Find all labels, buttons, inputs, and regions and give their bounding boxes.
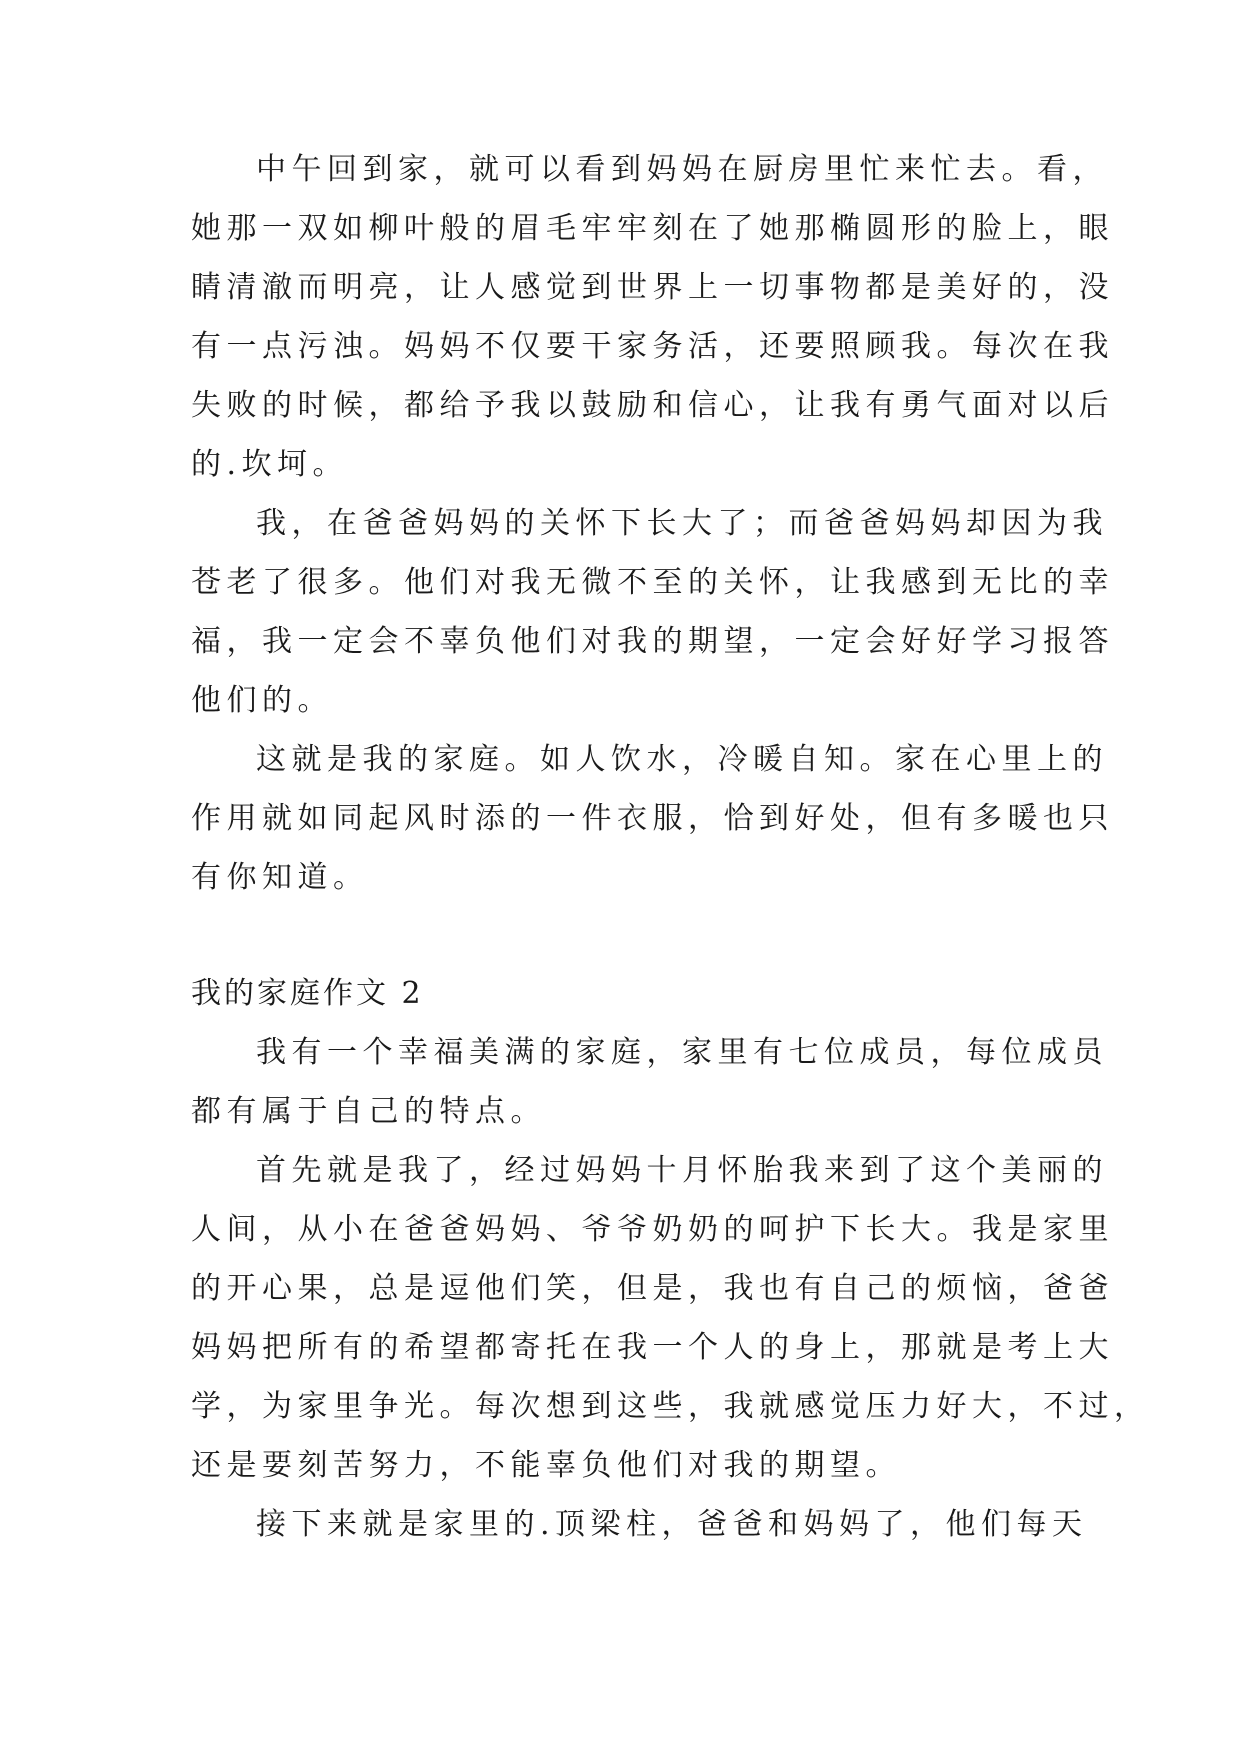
paragraph-line: 睛清澈而明亮，让人感觉到世界上一切事物都是美好的，没: [191, 270, 1114, 305]
paragraph-line: 福，我一定会不辜负他们对我的期望，一定会好好学习报答: [191, 624, 1114, 659]
paragraph-line: 他们的。: [191, 683, 333, 718]
paragraph-line: 接下来就是家里的.顶梁柱，爸爸和妈妈了，他们每天: [256, 1507, 1088, 1542]
paragraph-line: 还是要刻苦努力，不能辜负他们对我的期望。: [191, 1448, 901, 1483]
paragraph-line: 首先就是我了，经过妈妈十月怀胎我来到了这个美丽的: [256, 1153, 1108, 1188]
paragraph-line: 这就是我的家庭。如人饮水，冷暖自知。家在心里上的: [256, 742, 1108, 777]
paragraph-line: 都有属于自己的特点。: [191, 1094, 546, 1129]
paragraph-line: 的.坎坷。: [191, 447, 349, 482]
paragraph-line: 中午回到家，就可以看到妈妈在厨房里忙来忙去。看，: [256, 152, 1108, 187]
paragraph-line: 妈妈把所有的希望都寄托在我一个人的身上，那就是考上大: [191, 1330, 1114, 1365]
paragraph-line: 苍老了很多。他们对我无微不至的关怀，让我感到无比的幸: [191, 565, 1114, 600]
paragraph-line: 的开心果，总是逗他们笑，但是，我也有自己的烦恼，爸爸: [191, 1271, 1114, 1306]
paragraph-line: 学，为家里争光。每次想到这些，我就感觉压力好大，不过，: [191, 1389, 1150, 1424]
section-heading: 我的家庭作文 2: [191, 976, 424, 1011]
paragraph-line: 失败的时候，都给予我以鼓励和信心，让我有勇气面对以后: [191, 388, 1114, 423]
paragraph-line: 我，在爸爸妈妈的关怀下长大了；而爸爸妈妈却因为我: [256, 506, 1108, 541]
paragraph-line: 我有一个幸福美满的家庭，家里有七位成员，每位成员: [256, 1035, 1108, 1070]
paragraph-line: 有你知道。: [191, 860, 369, 895]
paragraph-line: 人间，从小在爸爸妈妈、爷爷奶奶的呵护下长大。我是家里: [191, 1212, 1114, 1247]
paragraph-line: 作用就如同起风时添的一件衣服，恰到好处，但有多暖也只: [191, 801, 1114, 836]
paragraph-line: 她那一双如柳叶般的眉毛牢牢刻在了她那椭圆形的脸上，眼: [191, 211, 1114, 246]
paragraph-line: 有一点污浊。妈妈不仅要干家务活，还要照顾我。每次在我: [191, 329, 1114, 364]
